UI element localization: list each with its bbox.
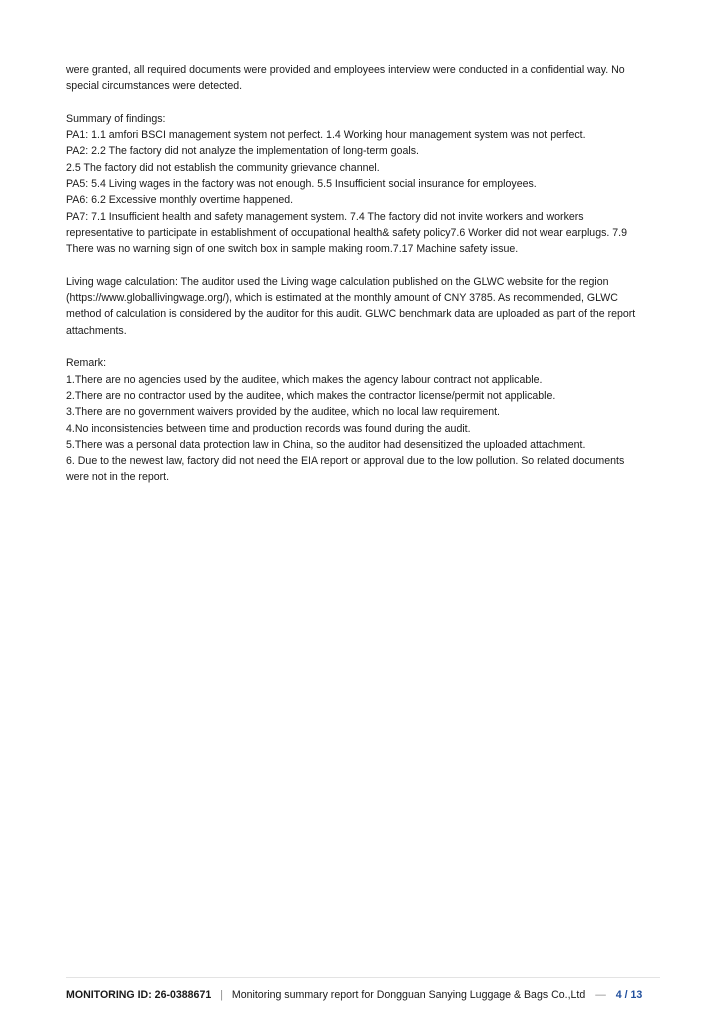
remark-section bbox=[66, 355, 660, 485]
text-line: method of calculation is considered by the auditor for this audit. GLWC benchmark data are uploaded as part of the report bbox=[66, 308, 636, 321]
remark-line: 4.No inconsistencies between time and production records was found during the audit. bbox=[66, 422, 471, 435]
text-line: were granted, all required documents were provided and employees interview were conducted in a confidential way. No bbox=[66, 64, 625, 76]
footer-dash: — bbox=[595, 989, 606, 1001]
remark-line: 1.There are no agencies used by the auditee, which makes the agency labour contract not applicable. bbox=[66, 373, 543, 386]
finding-line: PA6: 6.2 Excessive monthly overtime happened. bbox=[66, 194, 294, 207]
monitoring-id: MONITORING ID: 26-0388671 bbox=[66, 989, 212, 1001]
finding-line: PA7: 7.1 Insufficient health and safety management system. 7.4 The factory did not invite workers and workers bbox=[66, 210, 584, 223]
summary-heading: Summary of findings: bbox=[66, 112, 166, 125]
remark-line: 5.There was a personal data protection law in China, so the auditor had desensitized the uploaded attachment. bbox=[66, 438, 586, 451]
remark-heading: Remark: bbox=[66, 357, 107, 370]
text-line: Living wage calculation: The auditor used the Living wage calculation published on the GLWC website for the region bbox=[66, 275, 609, 288]
finding-line: representative to participate in establishment of occupational health& safety policy7.6 Worker did not wear earplugs. 7.9 bbox=[66, 226, 628, 239]
summary-of-findings bbox=[66, 111, 660, 258]
finding-line: PA2: 2.2 The factory did not analyze the implementation of long-term goals. bbox=[66, 145, 419, 158]
remark-line: 2.There are no contractor used by the auditee, which makes the contractor license/permit not applicable. bbox=[66, 389, 556, 402]
finding-line: PA1: 1.1 amfori BSCI management system not perfect. 1.4 Working hour management system was not perfect. bbox=[66, 129, 586, 142]
finding-line: 2.5 The factory did not establish the community grievance channel. bbox=[66, 161, 380, 174]
text-line: attachments. bbox=[66, 324, 127, 337]
footer-separator: | bbox=[220, 989, 223, 1001]
report-title: Monitoring summary report for Dongguan Sanying Luggage & Bags Co.,Ltd bbox=[231, 989, 586, 1001]
remark-line: were not in the report. bbox=[66, 471, 170, 484]
text-line: special circumstances were detected. bbox=[66, 80, 243, 93]
finding-line: There was no warning sign of one switch box in sample making room.7.17 Machine safety issue. bbox=[66, 243, 519, 256]
text-line: (https://www.globallivingwage.org/), which is estimated at the monthly amount of CNY 3785. As recommended, GLWC bbox=[66, 292, 618, 305]
page-footer bbox=[66, 977, 660, 1001]
remark-line: 6. Due to the newest law, factory did not need the EIA report or approval due to the low pollution. So related documents bbox=[66, 455, 625, 468]
footer-text bbox=[66, 988, 660, 1002]
living-wage-paragraph bbox=[66, 274, 660, 339]
page-body bbox=[66, 62, 660, 502]
finding-line: PA5: 5.4 Living wages in the factory was not enough. 5.5 Insufficient social insurance for employees. bbox=[66, 178, 537, 191]
page-number: 4 / 13 bbox=[615, 989, 643, 1001]
intro-paragraph bbox=[66, 62, 660, 95]
remark-line: 3.There are no government waivers provided by the auditee, which no local law requirement. bbox=[66, 406, 500, 419]
